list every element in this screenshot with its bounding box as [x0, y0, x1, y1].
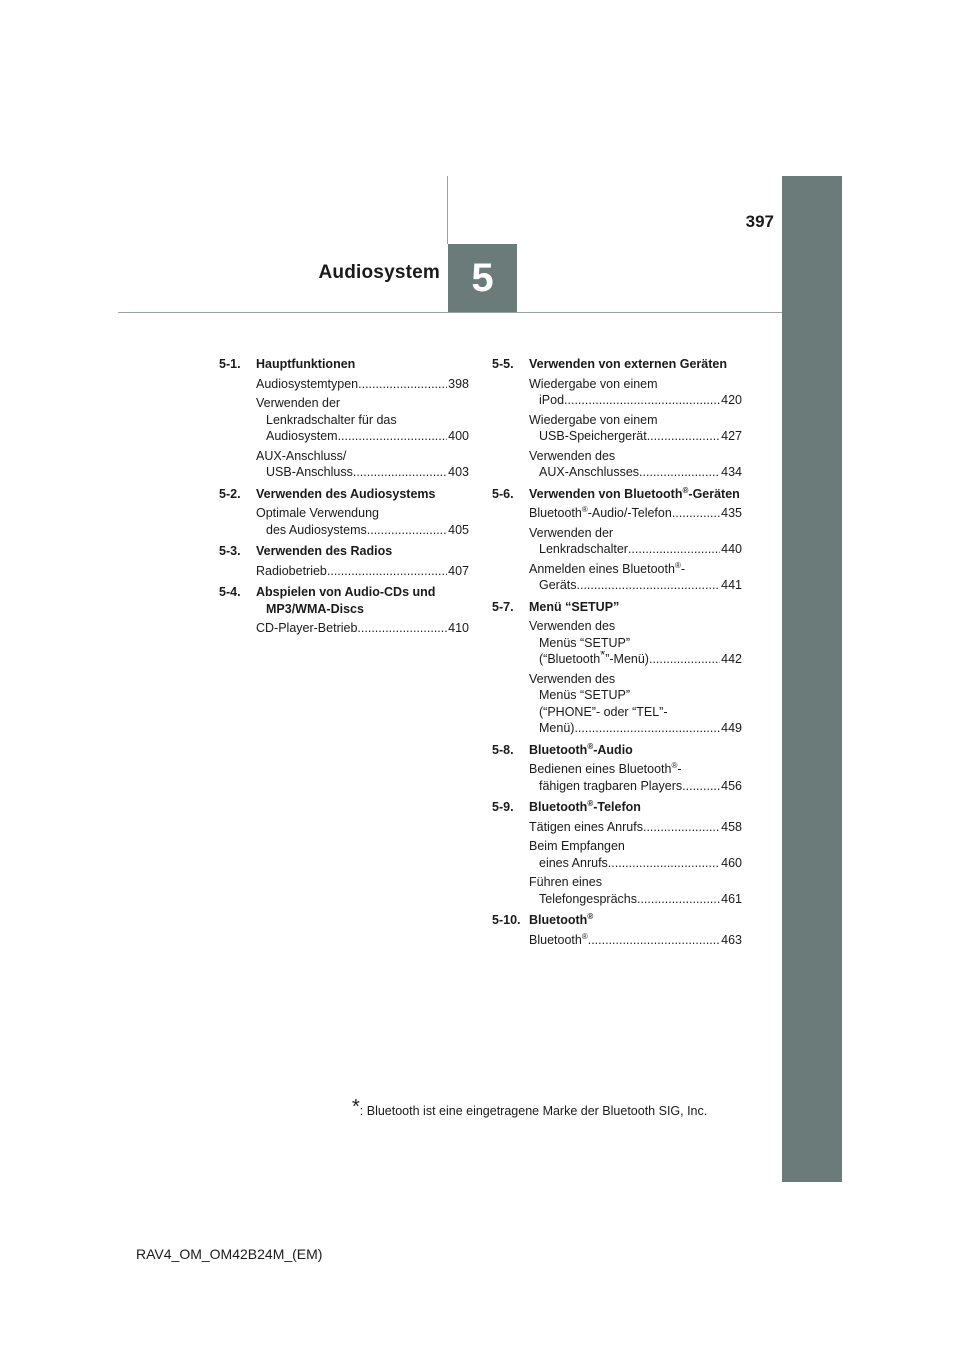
entry-text: USB-Anschluss [266, 465, 353, 479]
toc-entry[interactable] [529, 448, 742, 481]
toc-entry[interactable] [529, 761, 742, 794]
chapter-number-box [448, 244, 517, 312]
entry-row [529, 855, 742, 872]
entry-page-number: 456 [721, 778, 742, 793]
entry-page-number: 435 [721, 506, 742, 520]
entry-row [529, 392, 742, 409]
section-title: Hauptfunktionen [256, 357, 356, 371]
chapter-side-tab [782, 176, 842, 1182]
section-heading [492, 599, 742, 616]
entry-text: Telefongesprächs [539, 891, 637, 906]
entry-text: Menüs “SETUP” [539, 688, 630, 702]
footnote-text: : Bluetooth ist eine eingetragene Marke der Bluetooth SIG, Inc. [359, 1104, 708, 1118]
entry-page-number: 427 [721, 429, 742, 443]
toc-entry[interactable] [256, 563, 469, 580]
entry-text: des Audiosystems [266, 522, 367, 537]
dot-leader [649, 651, 720, 668]
entry-text: Audiosystem [266, 429, 338, 443]
entry-row [256, 376, 469, 393]
entry-row [529, 651, 742, 668]
entry-text: Geräts [539, 578, 577, 592]
entry-row [256, 522, 469, 539]
toc-entry[interactable] [529, 505, 742, 522]
entry-text: fähigen tragbaren Players [539, 778, 683, 793]
entry-text: Verwenden des [529, 448, 616, 463]
toc-column-right [492, 356, 742, 953]
entry-page-number: 405 [448, 522, 469, 537]
toc-entry[interactable] [529, 874, 742, 907]
entry-text: Wiedergabe von einem [529, 376, 658, 391]
section-title: Verwenden des Radios [256, 544, 393, 558]
toc-section [492, 356, 742, 481]
section-title: Bluetooth®-Audio [529, 741, 633, 757]
entry-page-number: 441 [721, 578, 742, 592]
section-number: 5-6. [492, 486, 514, 501]
section-number: 5-5. [492, 357, 514, 371]
section-number: 5-8. [492, 742, 514, 757]
section-title: Verwenden von Bluetooth®-Geräten [529, 485, 740, 501]
entry-text: Menüs “SETUP” [539, 635, 630, 650]
footnote-marker: * [352, 1096, 360, 1118]
page-number: 397 [745, 212, 774, 231]
chapter-title: Audiosystem [318, 262, 440, 283]
dot-leader [608, 855, 720, 872]
header-divider-vertical [447, 176, 448, 244]
entry-text: Bedienen eines Bluetooth®- [529, 761, 682, 776]
entry-text: Lenkradschalter [539, 542, 628, 556]
section-number: 5-4. [219, 585, 241, 599]
entry-text: Verwenden der [529, 525, 614, 540]
entry-row [529, 932, 742, 949]
entry-page-number: 403 [448, 465, 469, 479]
toc-entry[interactable] [529, 561, 742, 594]
entry-page-number: 440 [721, 542, 742, 556]
toc-section [219, 356, 469, 481]
dot-leader [588, 932, 720, 949]
section-title: Verwenden von externen Geräten [529, 357, 727, 371]
toc-entry[interactable] [529, 671, 742, 737]
entry-row [256, 428, 469, 445]
entry-page-number: 461 [721, 891, 742, 906]
section-number: 5-9. [492, 800, 514, 814]
entry-row [529, 577, 742, 594]
entry-text: Verwenden des [529, 671, 616, 686]
section-heading [219, 356, 469, 373]
entry-page-number: 463 [721, 932, 742, 947]
dot-leader [628, 541, 720, 558]
entry-row [529, 464, 742, 481]
dot-leader [639, 464, 720, 481]
entry-page-number: 460 [721, 855, 742, 870]
toc-section [492, 799, 742, 907]
toc-entry[interactable] [529, 819, 742, 836]
entry-row [256, 620, 469, 637]
entry-row [529, 891, 742, 908]
toc-section [492, 912, 742, 948]
entry-page-number: 410 [448, 621, 469, 635]
toc-section [219, 486, 469, 539]
section-heading [492, 356, 742, 373]
toc-entry[interactable] [529, 618, 742, 668]
entry-text: Verwenden der [256, 396, 341, 410]
toc-entry[interactable] [529, 376, 742, 409]
toc-entry[interactable] [529, 525, 742, 558]
chapter-number: 5 [471, 255, 494, 300]
entry-text: AUX-Anschlusses [539, 465, 640, 479]
toc-entry[interactable] [529, 932, 742, 949]
dot-leader [672, 505, 720, 522]
toc-entry[interactable] [256, 448, 469, 481]
dot-leader [647, 428, 720, 445]
entry-page-number: 420 [721, 393, 742, 407]
entry-page-number: 442 [721, 652, 742, 666]
section-title: Verwenden des Audiosystems [256, 486, 436, 501]
toc-entry[interactable] [256, 395, 469, 445]
dot-leader [643, 819, 720, 836]
section-number: 5-1. [219, 357, 241, 371]
entry-text: Audiosystemtypen [256, 376, 359, 391]
dot-leader [637, 891, 720, 908]
section-title: Bluetooth®-Telefon [529, 799, 641, 814]
section-heading [219, 584, 469, 617]
section-number: 5-3. [219, 544, 241, 558]
toc-entry[interactable] [256, 376, 469, 393]
entry-row [529, 819, 742, 836]
section-heading [219, 486, 469, 503]
section-heading [219, 543, 469, 560]
section-heading [492, 799, 742, 816]
entry-text: Optimale Verwendung [256, 506, 379, 520]
entry-row [529, 505, 742, 522]
toc-entry[interactable] [529, 838, 742, 871]
dot-leader [338, 428, 448, 445]
section-title: Abspielen von Audio-CDs und MP3/WMA-Discs [256, 585, 436, 616]
toc-entry[interactable] [256, 620, 469, 637]
entry-text: Menü) [539, 721, 575, 735]
entry-text: Verwenden des [529, 619, 616, 633]
entry-text: Anmelden eines Bluetooth®- [529, 560, 686, 576]
dot-leader [574, 720, 720, 737]
dot-leader [577, 577, 721, 594]
section-heading [492, 742, 742, 759]
dot-leader [564, 392, 720, 409]
toc-entry[interactable] [256, 505, 469, 538]
section-number: 5-10. [492, 913, 521, 927]
toc-section [492, 486, 742, 594]
toc-column-left [219, 356, 469, 642]
entry-text: (“Bluetooth*”-Menü) [539, 651, 649, 666]
entry-page-number: 458 [721, 819, 742, 834]
section-title: Bluetooth® [529, 912, 594, 927]
entry-text: Führen eines [529, 875, 602, 889]
entry-text: CD-Player-Betrieb [256, 621, 358, 635]
dot-leader [327, 563, 447, 580]
document-code: RAV4_OM_OM42B24M_(EM) [136, 1246, 323, 1262]
toc-section [219, 584, 469, 637]
dot-leader [682, 778, 720, 795]
toc-section [492, 599, 742, 737]
section-heading [492, 486, 742, 503]
section-number: 5-7. [492, 599, 514, 614]
entry-text: USB-Speichergerät [539, 429, 647, 443]
entry-page-number: 434 [721, 465, 742, 479]
entry-page-number: 407 [448, 563, 469, 578]
dot-leader [353, 464, 447, 481]
entry-text: Wiedergabe von einem [529, 412, 658, 427]
toc-entry[interactable] [529, 412, 742, 445]
entry-row [529, 541, 742, 558]
section-title: Menü “SETUP” [529, 599, 620, 614]
entry-text: Bluetooth®-Audio/-Telefon [529, 505, 672, 520]
footnote [352, 1096, 707, 1119]
entry-row [256, 563, 469, 580]
dot-leader [357, 620, 447, 637]
entry-row [256, 464, 469, 481]
entry-text: AUX-Anschluss/ [256, 448, 347, 463]
entry-row [529, 720, 742, 737]
entry-page-number: 398 [448, 376, 469, 391]
entry-text: Beim Empfangen [529, 839, 625, 853]
section-heading [492, 912, 742, 929]
entry-text: eines Anrufs [539, 855, 608, 870]
entry-page-number: 400 [448, 429, 469, 443]
entry-text: Tätigen eines Anrufs [529, 819, 643, 834]
entry-text: Radiobetrieb [256, 563, 327, 578]
section-number: 5-2. [219, 486, 241, 501]
entry-text: (“PHONE”- oder “TEL”- [539, 704, 668, 719]
entry-text: Lenkradschalter für das [266, 412, 397, 427]
entry-page-number: 449 [721, 721, 742, 735]
entry-text: iPod [539, 393, 565, 407]
toc-section [219, 543, 469, 579]
entry-row [529, 428, 742, 445]
dot-leader [367, 522, 447, 539]
entry-row [529, 778, 742, 795]
dot-leader [358, 376, 447, 393]
entry-text: Bluetooth® [529, 931, 588, 947]
header-divider-horizontal [118, 312, 782, 313]
toc-section [492, 742, 742, 795]
